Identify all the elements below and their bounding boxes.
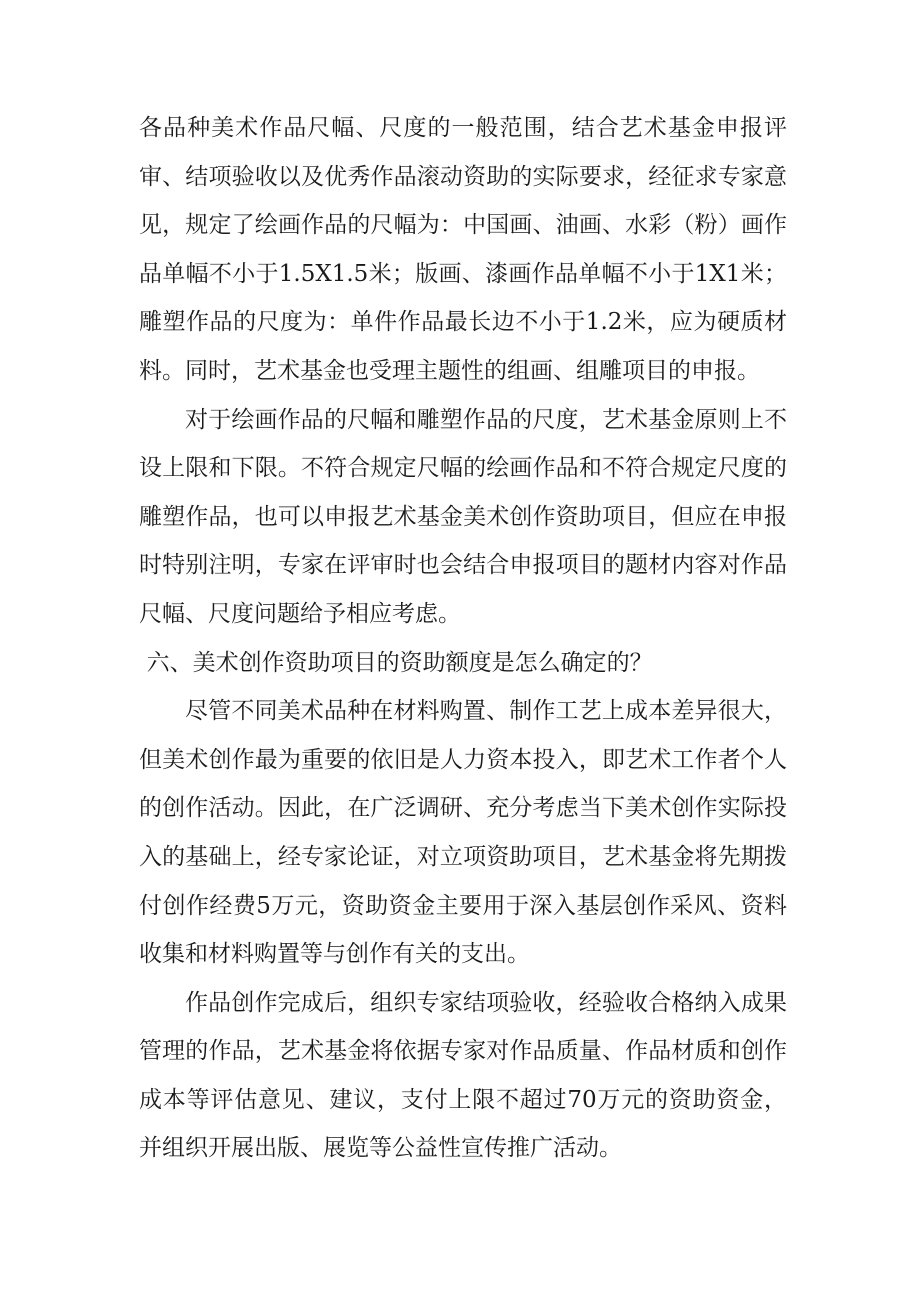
document-body [139, 104, 787, 1173]
paragraph-funding-final: 作品创作完成后，组织专家结项验收，经验收合格纳入成果管理的作品，艺术基金将依据专家对作品质量、作品材质和创作成本等评估意见、建议，支付上限不超过70万元的资助资金，并组织开展出版、展览等公益性宣传推广活动。 [139, 989, 787, 1162]
paragraph-size-limits: 对于绘画作品的尺幅和雕塑作品的尺度，艺术基金原则上不设上限和下限。不符合规定尺幅的绘画作品和不符合规定尺度的雕塑作品，也可以申报艺术基金美术创作资助项目，但应在申报时特别注明，专家在评审时也会结合申报项目的题材内容对作品尺幅、尺度问题给予相应考虑。 [139, 406, 787, 627]
paragraph-continuation: 各品种美术作品尺幅、尺度的一般范围，结合艺术基金申报评审、结项验收以及优秀作品滚动资助的实际要求，经征求专家意见，规定了绘画作品的尺幅为：中国画、油画、水彩（粉）画作品单幅不小于1.5X1.5米；版画、漆画作品单幅不小于1X1米；雕塑作品的尺度为：单件作品最长边不小于1.2米，应为硬质材料。同时，艺术基金也受理主题性的组画、组雕项目的申报。 [139, 115, 787, 384]
section-heading-six: 六、美术创作资助项目的资助额度是怎么确定的？ [146, 649, 653, 676]
paragraph-funding-initial: 尽管不同美术品种在材料购置、制作工艺上成本差异很大，但美术创作最为重要的依旧是人力资本投入，即艺术工作者个人的创作活动。因此，在广泛调研、充分考虑当下美术创作实际投入的基础上，经专家论证，对立项资助项目，艺术基金将先期拨付创作经费5万元，资助资金主要用于深入基层创作采风、资料收集和材料购置等与创作有关的支出。 [139, 698, 787, 968]
